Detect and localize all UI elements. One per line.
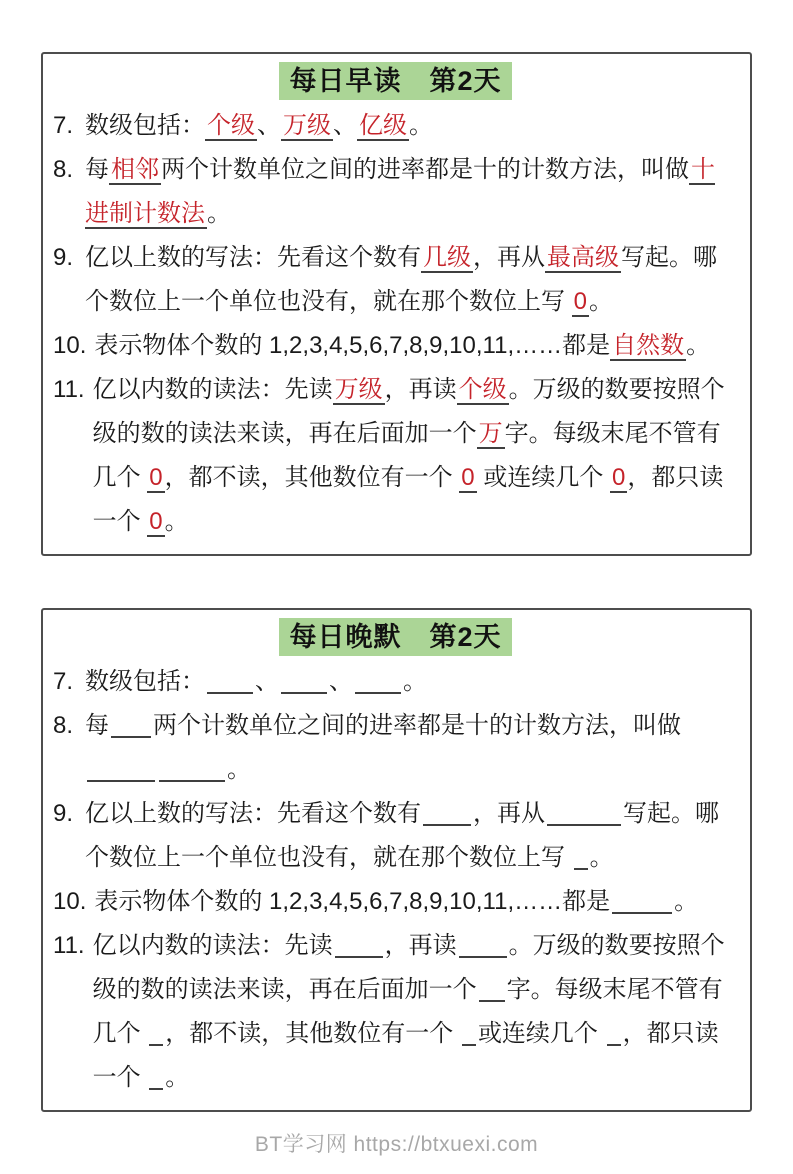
answer-segment: 最高级 (547, 244, 619, 271)
text-segment: 。万级的数要按照个级的数的读法来读，再在后面加一个 (92, 376, 725, 447)
answer-segment: 万 (478, 420, 503, 447)
answer-segment: 十进制计数法 (85, 156, 715, 227)
morning-reading-box (41, 52, 752, 556)
item-number: 7. (53, 668, 74, 695)
worksheet-page (0, 52, 793, 1174)
text-segment: 或连续几个 (477, 1020, 605, 1047)
text-segment: 。 (589, 288, 614, 315)
answer-segment: 0 (149, 508, 163, 535)
worksheet-item (53, 236, 738, 324)
blank-line (87, 780, 155, 782)
answer-segment: 万级 (283, 112, 331, 139)
text-segment: 两个计数单位之间的进率都是十的计数方法，叫做 (153, 712, 681, 739)
text-segment: 、 (333, 112, 357, 139)
answer-segment: 0 (612, 464, 626, 491)
evening-box-title: 每日晚默 第2天 (279, 618, 511, 656)
item-number: 7. (53, 112, 74, 139)
text-segment: 。 (409, 112, 433, 139)
text-segment: 字。每级末尾不管有几个 (92, 976, 723, 1047)
blank-line (335, 956, 383, 958)
text-segment: 字。每级末尾不管有几个 (92, 420, 721, 491)
text-segment: 。 (164, 508, 189, 535)
text-segment: 、 (255, 668, 279, 695)
text-segment: ，都不读，其他数位有一个 (165, 1020, 460, 1047)
answer-segment: 个级 (207, 112, 255, 139)
answer-segment: 个级 (458, 376, 507, 403)
worksheet-item (53, 104, 738, 148)
answer-segment: 相邻 (111, 156, 159, 183)
answer-segment: 万级 (334, 376, 383, 403)
text-segment: 表示物体个数的 1,2,3,4,5,6,7,8,9,10,11,……都是 (94, 332, 611, 359)
text-segment: 。 (674, 888, 699, 915)
item-text (85, 660, 738, 704)
text-segment: ，再读 (384, 932, 457, 959)
text-segment: 每 (85, 712, 109, 739)
item-text (93, 924, 738, 1100)
blank-line (281, 692, 327, 694)
item-text (85, 704, 738, 792)
item-number: 10. (53, 888, 87, 915)
item-number: 8. (53, 156, 74, 183)
blank-line (207, 692, 253, 694)
blank-line (547, 824, 621, 826)
blank-line (355, 692, 401, 694)
text-segment: ，都只读一个 (92, 1020, 719, 1091)
text-segment: ，再从 (473, 244, 545, 271)
text-segment: 。 (589, 844, 614, 871)
item-text (85, 236, 738, 324)
blank-line (423, 824, 471, 826)
text-segment: 亿以内数的读法：先读 (92, 932, 333, 959)
answer-segment: 0 (461, 464, 475, 491)
item-number: 8. (53, 712, 74, 739)
text-segment: 。 (227, 756, 251, 783)
worksheet-item (53, 148, 738, 236)
blank-line (462, 1044, 476, 1046)
text-segment: 。 (686, 332, 711, 359)
text-segment: ，再读 (384, 376, 457, 403)
text-segment: 表示物体个数的 1,2,3,4,5,6,7,8,9,10,11,……都是 (94, 888, 611, 915)
text-segment: 写起。哪个数位上一个单位也没有，就在那个数位上写 (85, 800, 719, 871)
item-text (93, 368, 738, 544)
blank-line (607, 1044, 621, 1046)
morning-title-row (53, 62, 738, 100)
item-number: 10. (53, 332, 87, 359)
text-segment: 。 (165, 1064, 190, 1091)
text-segment: 。 (403, 668, 427, 695)
blank-line (479, 1000, 505, 1002)
text-segment: 两个计数单位之间的进率都是十的计数方法，叫做 (161, 156, 689, 183)
item-text (94, 324, 738, 368)
worksheet-item (53, 924, 738, 1100)
blank-line (149, 1044, 163, 1046)
worksheet-item (53, 792, 738, 880)
worksheet-item (53, 324, 738, 368)
answer-segment: 几级 (423, 244, 471, 271)
item-number: 11. (53, 376, 85, 403)
answer-segment: 0 (149, 464, 163, 491)
blank-line (149, 1088, 163, 1090)
item-number: 9. (53, 800, 74, 827)
blank-line (111, 736, 151, 738)
morning-box-title: 每日早读 第2天 (279, 62, 511, 100)
blank-line (459, 956, 507, 958)
evening-title-row (53, 618, 738, 656)
worksheet-item (53, 368, 738, 544)
watermark-text: BT学习网 https://btxuexi.com (254, 1133, 539, 1156)
text-segment: 、 (329, 668, 353, 695)
text-segment: 每 (85, 156, 109, 183)
item-text (94, 880, 738, 924)
evening-box-content (53, 660, 738, 1100)
item-number: 11. (53, 932, 85, 959)
text-segment: 数级包括： (85, 668, 205, 695)
answer-segment: 亿级 (359, 112, 407, 139)
text-segment: 。万级的数要按照个级的数的读法来读，再在后面加一个 (92, 932, 725, 1003)
morning-box-content (53, 104, 738, 544)
worksheet-item (53, 880, 738, 924)
text-segment: 、 (257, 112, 281, 139)
item-text (85, 104, 738, 148)
answer-segment: 0 (573, 288, 588, 315)
blank-line (574, 868, 588, 870)
evening-recitation-box (41, 608, 752, 1112)
worksheet-item (53, 660, 738, 704)
text-segment: ，都只读一个 (92, 464, 724, 535)
text-segment: ，再从 (473, 800, 545, 827)
text-segment: 或连续几个 (476, 464, 610, 491)
text-segment: ，都不读，其他数位有一个 (164, 464, 460, 491)
text-segment: 写起。哪个数位上一个单位也没有，就在那个数位上写 (85, 244, 717, 315)
text-segment: 数级包括： (85, 112, 205, 139)
text-segment: 亿以上数的写法：先看这个数有 (85, 244, 421, 271)
text-segment: 亿以内数的读法：先读 (92, 376, 333, 403)
blank-line (612, 912, 672, 914)
item-text (85, 792, 738, 880)
item-number: 9. (53, 244, 74, 271)
answer-segment: 自然数 (612, 332, 685, 359)
text-segment: 亿以上数的写法：先看这个数有 (85, 800, 421, 827)
worksheet-item (53, 704, 738, 792)
text-segment: 。 (207, 200, 231, 227)
blank-line (159, 780, 225, 782)
item-text (85, 148, 738, 236)
